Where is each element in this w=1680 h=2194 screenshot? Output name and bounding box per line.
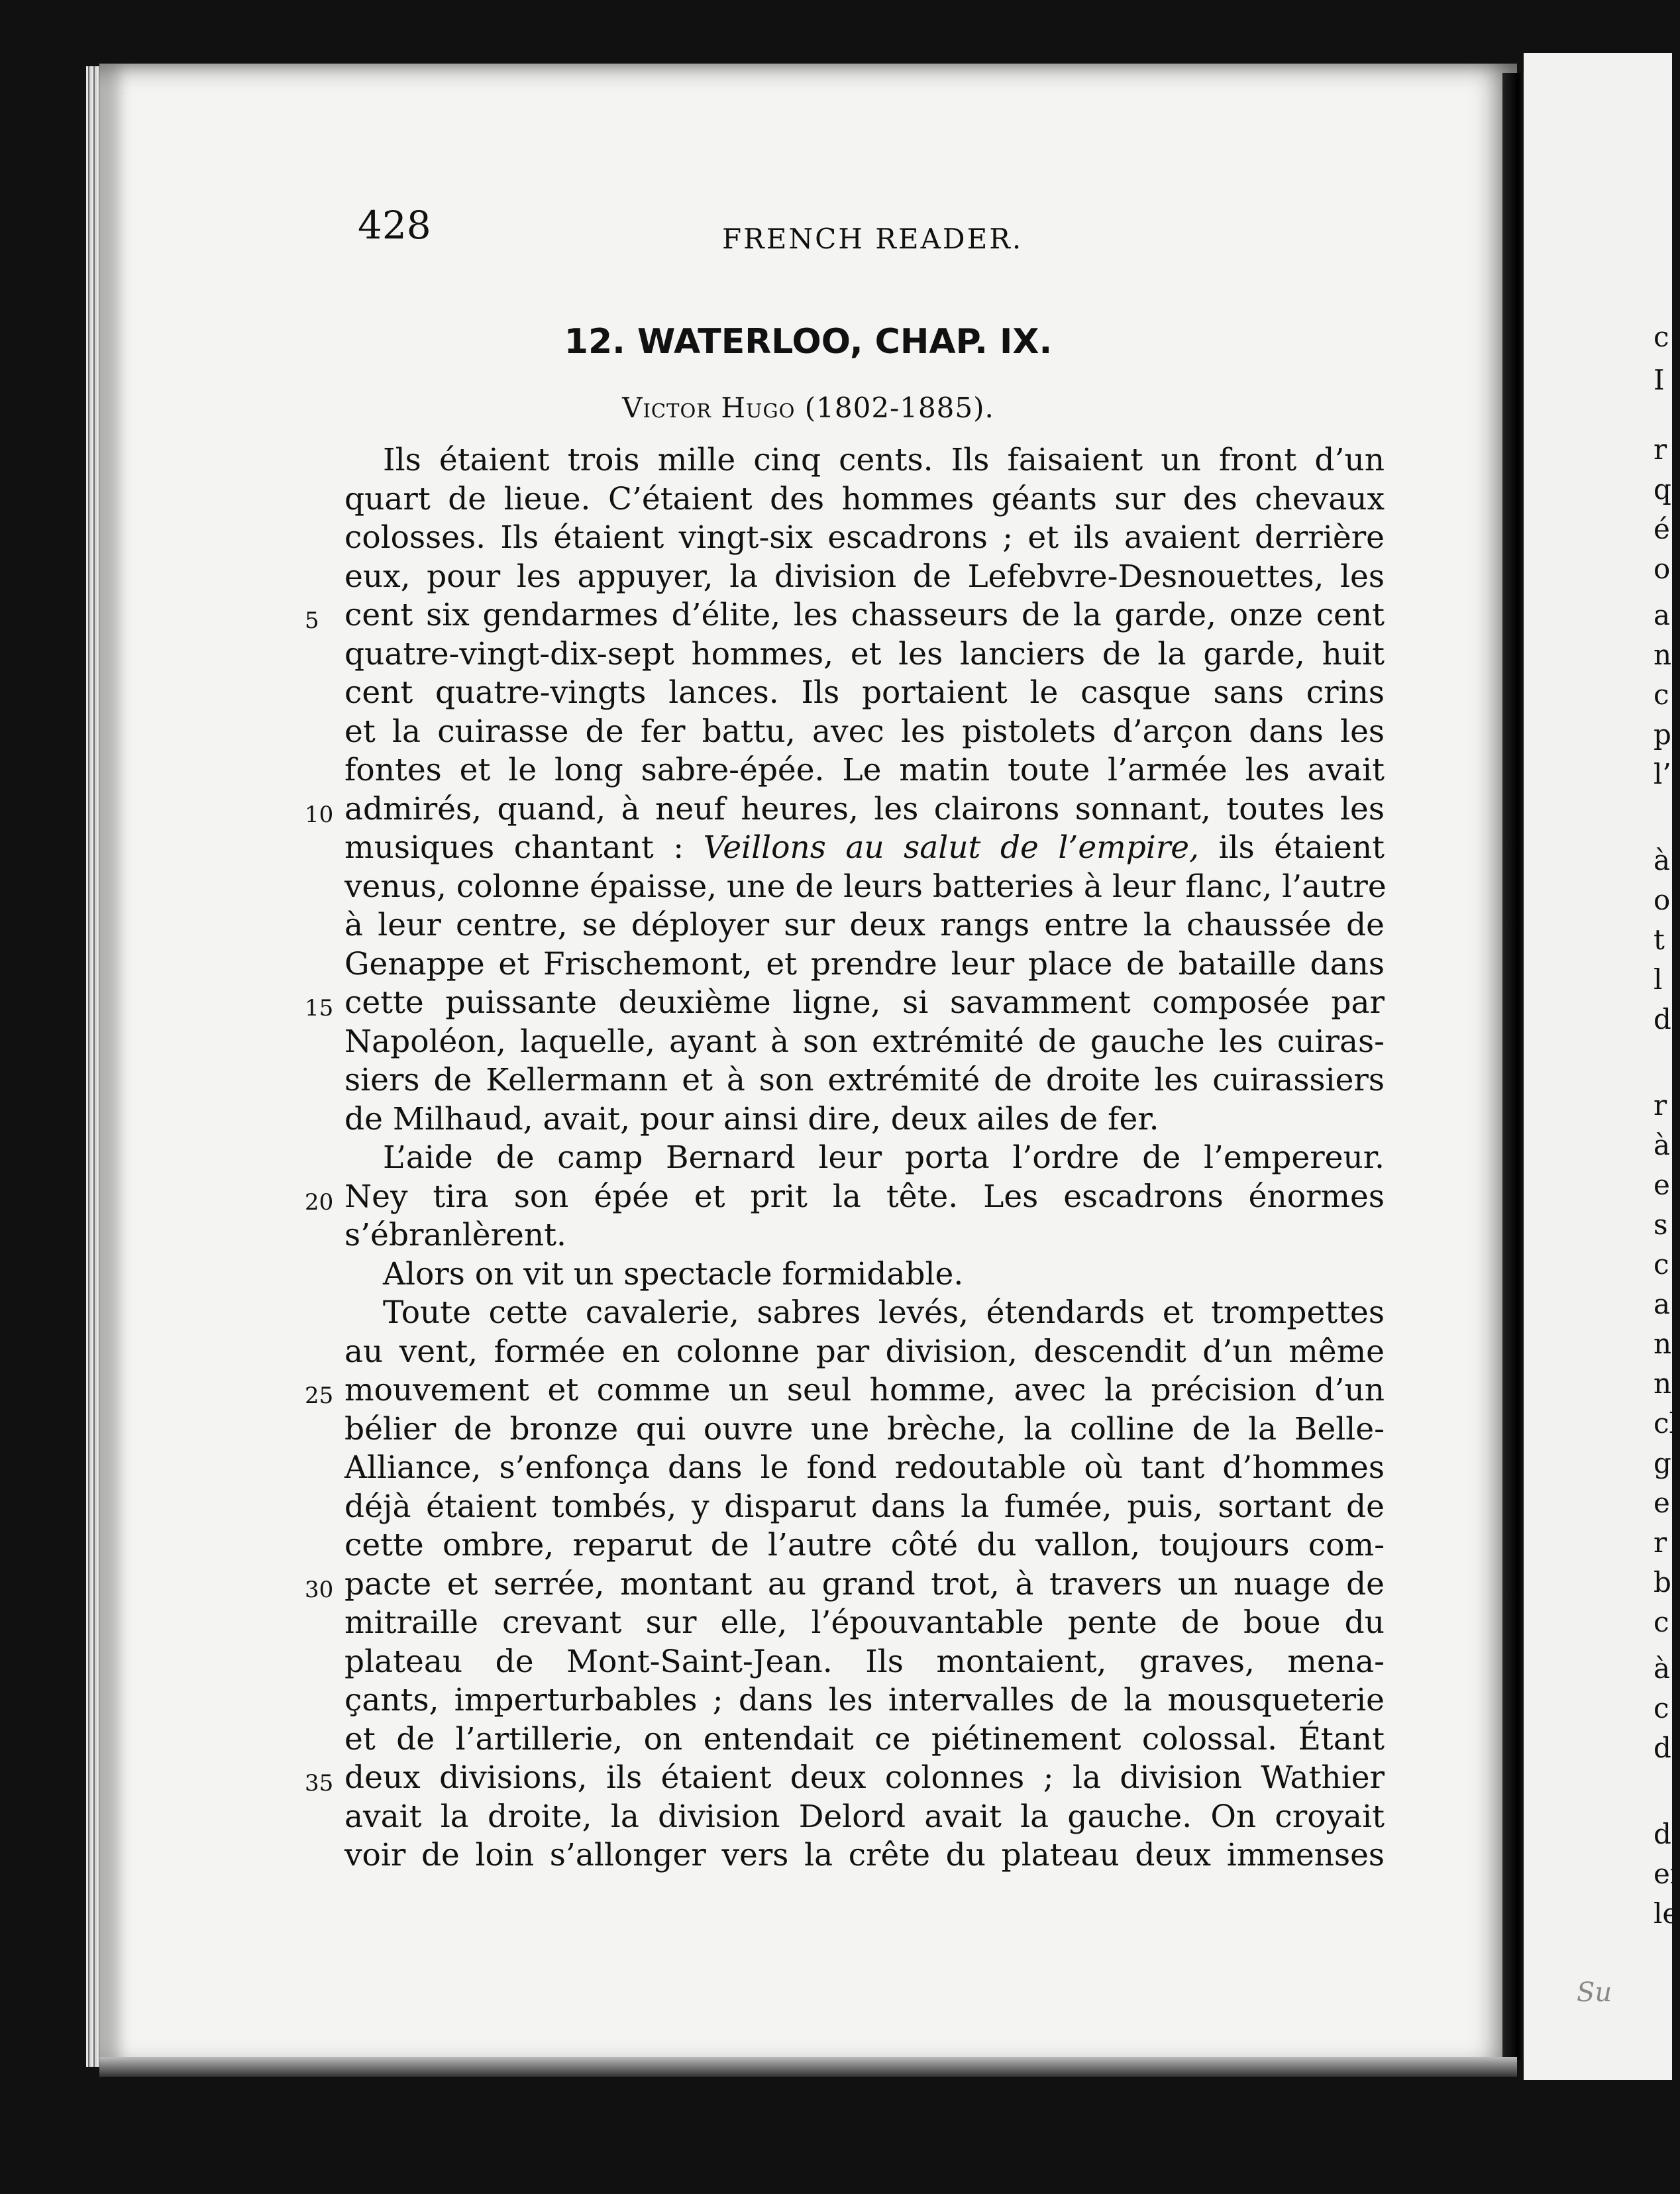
- facing-page-letter: le: [1654, 1897, 1679, 1930]
- text-line: [344, 751, 1385, 790]
- facing-page-letter: n: [1654, 1328, 1672, 1360]
- line-text: pacte et serrée, montant au grand trot, à travers un nuage de: [344, 1565, 1385, 1602]
- facing-page-letter: o: [1654, 884, 1671, 916]
- line-text: de Milhaud, avait, pour ainsi dire, deux ailes de fer.: [344, 1100, 1159, 1137]
- text-line: [344, 868, 1385, 907]
- chapter-title: 12. WATERLOO, CHAP. IX.: [564, 322, 1053, 362]
- text-line: [305, 1178, 1385, 1217]
- line-text: siers de Kellermann et à son extrémité de droite les cuirassiers: [344, 1062, 1385, 1098]
- text-line: [344, 1061, 1385, 1100]
- text-line: [344, 1023, 1385, 1062]
- facing-page-letter: r: [1654, 433, 1667, 466]
- facing-page-letter: l’: [1654, 758, 1671, 790]
- facing-page-letter: s: [1654, 1208, 1668, 1241]
- facing-page-letter: a: [1654, 599, 1671, 631]
- page-bottom-edge: [99, 2057, 1517, 2077]
- text-line: [344, 945, 1385, 984]
- line-text: Ney tira son épée et prit la tête. Les escadrons énormes: [344, 1178, 1385, 1215]
- line-text: L’aide de camp Bernard leur porta l’ordre de l’empereur.: [383, 1139, 1385, 1176]
- text-line: [305, 1371, 1385, 1410]
- line-text: à leur centre, se déployer sur deux rangs entre la chaussée de: [344, 907, 1385, 943]
- facing-page-letter: r: [1654, 1089, 1667, 1122]
- line-text: voir de loin s’allonger vers la crête du plateau deux immenses: [344, 1837, 1385, 1873]
- text-line: [344, 1643, 1385, 1682]
- running-title: FRENCH READER.: [722, 223, 1024, 255]
- facing-page-letter: l: [1654, 963, 1663, 996]
- facing-page-letter: n: [1654, 1367, 1672, 1400]
- facing-page-letter: cl: [1654, 1407, 1678, 1439]
- line-number: 20: [305, 1188, 334, 1216]
- line-text-tail: ils étaient: [1218, 829, 1385, 866]
- facing-page-letter: p: [1654, 718, 1671, 751]
- facing-page-letter: à: [1654, 844, 1671, 876]
- author-line: Victor Hugo (1802-1885).: [622, 392, 994, 424]
- text-line: [344, 480, 1385, 519]
- line-text: Alors on vit un spectacle formidable.: [383, 1255, 964, 1292]
- facing-page-letter: c: [1654, 1606, 1669, 1638]
- italic-quote: Veillons au salut de l’empire,: [703, 829, 1200, 866]
- text-line: [305, 1759, 1385, 1798]
- facing-page-letter: à: [1654, 1129, 1671, 1161]
- facing-page-letter: e: [1654, 1169, 1670, 1201]
- margin-note: Su: [1577, 1977, 1612, 2008]
- text-line: [344, 441, 1385, 480]
- facing-page-letter: b: [1654, 1566, 1671, 1598]
- text-line: [305, 984, 1385, 1023]
- line-number: 15: [305, 995, 334, 1021]
- line-text: Ils étaient trois mille cinq cents. Ils faisaient un front d’un: [383, 442, 1385, 478]
- line-text: cent quatre-vingts lances. Ils portaient le casque sans crins: [344, 674, 1385, 711]
- book-page: [99, 64, 1517, 2071]
- text-line: [344, 1294, 1385, 1333]
- line-number: 25: [305, 1383, 334, 1409]
- line-text: cette ombre, reparut de l’autre côté du vallon, toujours com-: [344, 1527, 1385, 1563]
- text-line: [344, 1488, 1385, 1527]
- facing-page-letter: n: [1654, 639, 1672, 671]
- text-line: [344, 635, 1385, 674]
- line-text: mouvement et comme un seul homme, avec la précision d’un: [344, 1372, 1385, 1408]
- text-line: [344, 1216, 1385, 1255]
- facing-page-letter: c: [1654, 321, 1669, 353]
- text-line: [344, 906, 1385, 945]
- facing-page-letter: d: [1654, 1003, 1671, 1035]
- facing-page-letter: t: [1654, 923, 1665, 956]
- text-line: [344, 1139, 1385, 1178]
- text-line: [344, 1526, 1385, 1565]
- text-line: [344, 1333, 1385, 1372]
- facing-page-letter: c: [1654, 678, 1669, 711]
- line-text: quart de lieue. C’étaient des hommes géants sur des chevaux: [344, 480, 1385, 517]
- line-text: fontes et le long sabre-épée. Le matin toute l’armée les avait: [344, 752, 1385, 788]
- facing-page-letter: I: [1654, 364, 1665, 396]
- line-text: Alliance, s’enfonça dans le fond redoutable où tant d’hommes: [344, 1449, 1385, 1486]
- facing-page-letter: à: [1654, 1652, 1671, 1685]
- facing-page-letter: d: [1654, 1732, 1671, 1764]
- text-line: [344, 1100, 1385, 1139]
- facing-page-letter: g: [1654, 1447, 1671, 1479]
- facing-page-letter: r: [1654, 1526, 1667, 1559]
- facing-page-letter: ef: [1654, 1857, 1680, 1890]
- line-text: quatre-vingt-dix-sept hommes, et les lanciers de la garde, huit: [344, 635, 1385, 672]
- line-text: plateau de Mont-Saint-Jean. Ils montaient, graves, mena-: [344, 1643, 1385, 1680]
- line-number: 10: [305, 801, 334, 828]
- line-text: colosses. Ils étaient vingt-six escadrons ; et ils avaient derrière: [344, 519, 1385, 556]
- facing-page-letter: q: [1654, 473, 1671, 505]
- text-line: [344, 1681, 1385, 1720]
- text-line: [344, 519, 1385, 558]
- text-line: [305, 790, 1385, 829]
- facing-page-letter: c: [1654, 1248, 1669, 1280]
- line-text: Genappe et Frischemont, et prendre leur place de bataille dans: [344, 945, 1385, 982]
- line-text: eux, pour les appuyer, la division de Lefebvre-Desnouettes, les: [344, 558, 1385, 595]
- text-line: [344, 1798, 1385, 1837]
- text-line: [344, 1604, 1385, 1643]
- line-text: admirés, quand, à neuf heures, les clairons sonnant, toutes les: [344, 790, 1385, 827]
- line-number: 5: [305, 607, 319, 634]
- line-text: Napoléon, laquelle, ayant à son extrémité de gauche les cuiras-: [344, 1023, 1385, 1060]
- facing-page: [1524, 53, 1672, 2080]
- text-line: [344, 1255, 1385, 1294]
- facing-page-letter: c: [1654, 1692, 1669, 1724]
- line-text: mitraille crevant sur elle, l’épouvantable pente de boue du: [344, 1604, 1385, 1641]
- line-text: deux divisions, ils étaient deux colonnes ; la division Wathier: [344, 1759, 1385, 1796]
- line-text: venus, colonne épaisse, une de leurs batteries à leur flanc, l’autre: [344, 868, 1387, 905]
- line-text: et la cuirasse de fer battu, avec les pistolets d’arçon dans les: [344, 713, 1385, 750]
- line-text: bélier de bronze qui ouvre une brèche, la colline de la Belle-: [344, 1410, 1385, 1447]
- facing-page-letter: e: [1654, 1487, 1670, 1519]
- line-text: musiques chantant :: [344, 829, 684, 866]
- text-line: [305, 1565, 1385, 1604]
- line-text: cent six gendarmes d’élite, les chasseurs de la garde, onze cent: [344, 597, 1385, 633]
- page-number: 428: [358, 203, 431, 248]
- line-text: çants, imperturbables ; dans les intervalles de la mousqueterie: [344, 1682, 1385, 1718]
- facing-page-letter: d: [1654, 1818, 1671, 1850]
- text-line: [305, 596, 1385, 635]
- text-line: [344, 713, 1385, 752]
- facing-page-letter: é: [1654, 513, 1670, 545]
- facing-page-letter: a: [1654, 1288, 1671, 1320]
- text-line: [344, 1720, 1385, 1759]
- line-text: déjà étaient tombés, y disparut dans la fumée, puis, sortant de: [344, 1488, 1385, 1525]
- line-text: et de l’artillerie, on entendait ce piétinement colossal. Étant: [344, 1720, 1385, 1757]
- line-number: 35: [305, 1770, 334, 1797]
- body-text: [305, 441, 1387, 1875]
- line-text: avait la droite, la division Delord avait la gauche. On croyait: [344, 1798, 1385, 1835]
- text-line: [344, 1449, 1385, 1488]
- line-number: 30: [305, 1576, 334, 1603]
- text-line: [344, 829, 1385, 868]
- text-line: [344, 1836, 1385, 1875]
- line-text: au vent, formée en colonne par division, descendit d’un même: [344, 1333, 1385, 1370]
- text-line: [344, 1410, 1385, 1449]
- text-line: [344, 558, 1385, 597]
- line-text: Toute cette cavalerie, sabres levés, étendards et trompettes: [383, 1294, 1385, 1331]
- facing-page-letter: o: [1654, 552, 1671, 585]
- line-text: s’ébranlèrent.: [344, 1217, 566, 1253]
- line-text: cette puissante deuxième ligne, si savamment composée par: [344, 984, 1385, 1021]
- text-line: [344, 674, 1385, 713]
